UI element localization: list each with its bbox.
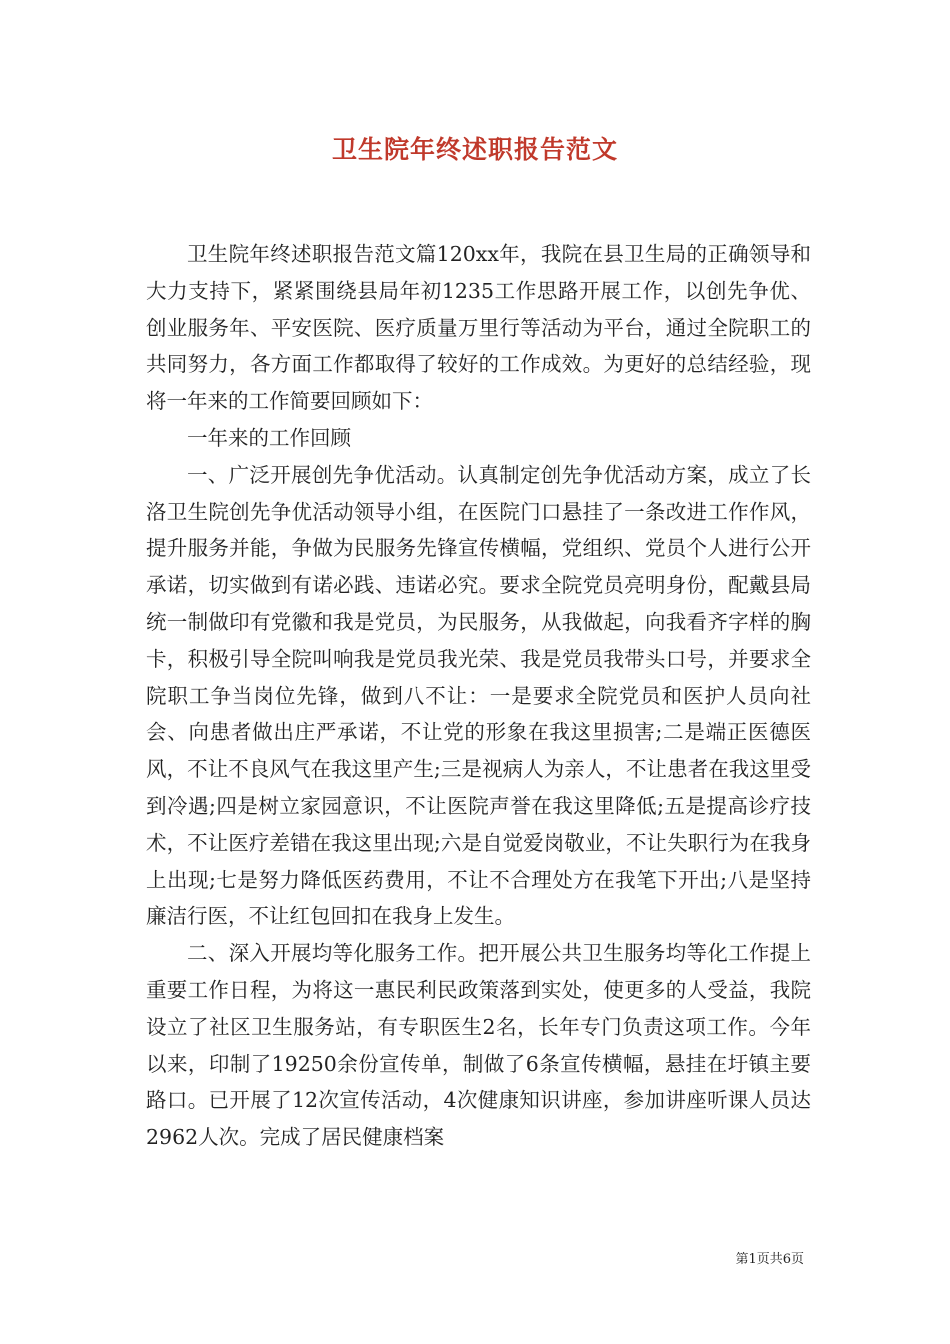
document-title: 卫生院年终述职报告范文: [331, 135, 618, 164]
paragraph-heading: 一年来的工作回顾: [187, 425, 351, 450]
paragraph-section-1: 一、广泛开展创先争优活动。认真制定创先争优活动方案，成立了长洛卫生院创先争优活动领导小组，在医院门口悬挂了一条改进工作作风，提升服务并能，争做为民服务先锋宣传横幅，党组织、党员个人进行公开承诺，切实做到有诺必践、违诺必究。要求全院党员亮明身份，配戴县局统一制做印有党徽和我是党员，为民服务，从我做起，向我看齐字样的胸卡，积极引导全院叫响我是党员我光荣、我是党员我带头口号，并要求全院职工争当岗位先锋，做到八不让：一是要求全院党员和医护人员向社会、向患者做出庄严承诺，不让党的形象在我这里损害;二是端正医德医风，不让不良风气在我这里产生;三是视病人为亲人，不让患者在我这里受到冷遇;四是树立家园意识，不让医院声誉在我这里降低;五是提高诊疗技术，不让医疗差错在我这里出现;六是自觉爱岗敬业，不让失职行为在我身上出现;七是努力降低医药费用，不让不合理处方在我笔下开出;八是坚持廉洁行医，不让红包回扣在我身上发生。: [146, 462, 811, 929]
document-body: [146, 236, 811, 1156]
page-number-footer: 第1页共6页: [735, 1252, 804, 1267]
paragraph-section-2: 二、深入开展均等化服务工作。把开展公共卫生服务均等化工作提上重要工作日程，为将这一惠民利民政策落到实处，使更多的人受益，我院设立了社区卫生服务站，有专职医生2名，长年专门负责这项工作。今年以来，印制了19250余份宣传单，制做了6条宣传横幅，悬挂在圩镇主要路口。已开展了12次宣传活动，4次健康知识讲座，参加讲座听课人员达2962人次。完成了居民健康档案: [146, 941, 811, 1150]
paragraph-intro: 卫生院年终述职报告范文篇120xx年，我院在县卫生局的正确领导和大力支持下，紧紧围绕县局年初1235工作思路开展工作，以创先争优、创业服务年、平安医院、医疗质量万里行等活动为平台，通过全院职工的共同努力，各方面工作都取得了较好的工作成效。为更好的总结经验，现将一年来的工作简要回顾如下：: [146, 242, 811, 414]
